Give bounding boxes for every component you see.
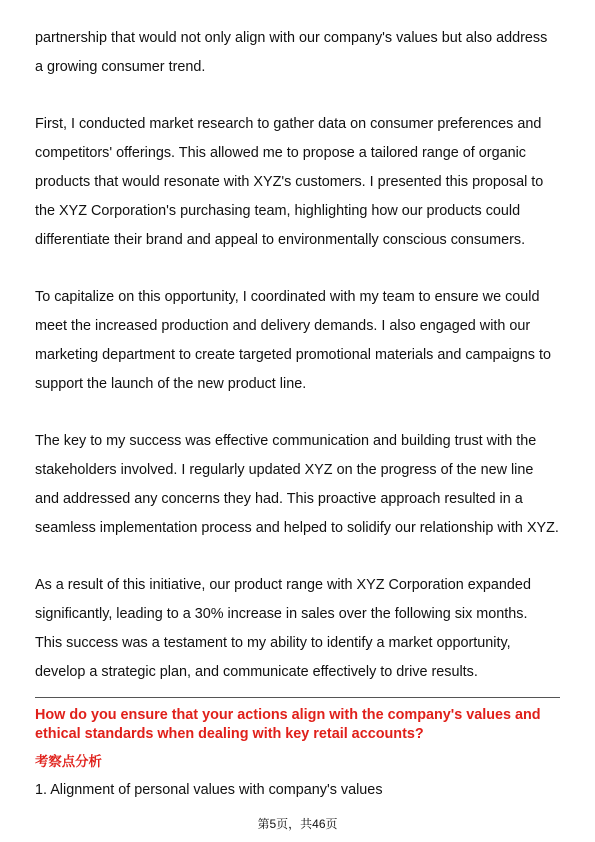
text-line: products that would resonate with XYZ's customers. I presented this proposal to [35, 174, 544, 190]
paragraph-continuation [35, 24, 565, 82]
text-line: significantly, leading to a 30% increase in sales over the following six months. [35, 606, 528, 622]
text-line: stakeholders involved. I regularly updated XYZ on the progress of the new line [35, 462, 534, 478]
text-line: First, I conducted market research to gather data on consumer preferences and [35, 116, 542, 132]
text-line: The key to my success was effective communication and building trust with the [35, 433, 537, 449]
text-line: This success was a testament to my ability to identify a market opportunity, [35, 635, 511, 651]
paragraph-market-research [35, 110, 565, 255]
text-line: meet the increased production and delivery demands. I also engaged with our [35, 318, 531, 334]
interview-question: How do you ensure that your actions align with the company's values and ethical standards when dealing with key retail accounts? [35, 707, 541, 742]
paragraph-key-to-success [35, 427, 565, 543]
text-line: marketing department to create targeted promotional materials and campaigns to [35, 347, 551, 363]
text-line: As a result of this initiative, our product range with XYZ Corporation expanded [35, 577, 531, 593]
text-line: a growing consumer trend. [35, 59, 206, 75]
text-line: seamless implementation process and helped to solidify our relationship with XYZ. [35, 520, 559, 536]
text-line: differentiate their brand and appeal to environmentally conscious consumers. [35, 232, 526, 248]
text-line: support the launch of the new product line. [35, 376, 307, 392]
text-line: partnership that would not only align with our company's values but also address [35, 30, 548, 46]
text-line: To capitalize on this opportunity, I coordinated with my team to ensure we could [35, 289, 540, 305]
page-number-footer: 第5页，共46页 [257, 817, 338, 831]
paragraph-result [35, 571, 565, 687]
analysis-heading: 考察点分析 [35, 754, 102, 769]
section-divider [35, 697, 560, 698]
list-item: 1. Alignment of personal values with company's values [35, 782, 383, 798]
text-line: develop a strategic plan, and communicate effectively to drive results. [35, 664, 478, 680]
paragraph-capitalize [35, 283, 565, 399]
text-line: and addressed any concerns they had. This proactive approach resulted in a [35, 491, 523, 507]
text-line: the XYZ Corporation's purchasing team, highlighting how our products could [35, 203, 521, 219]
text-line: competitors' offerings. This allowed me to propose a tailored range of organic [35, 145, 526, 161]
